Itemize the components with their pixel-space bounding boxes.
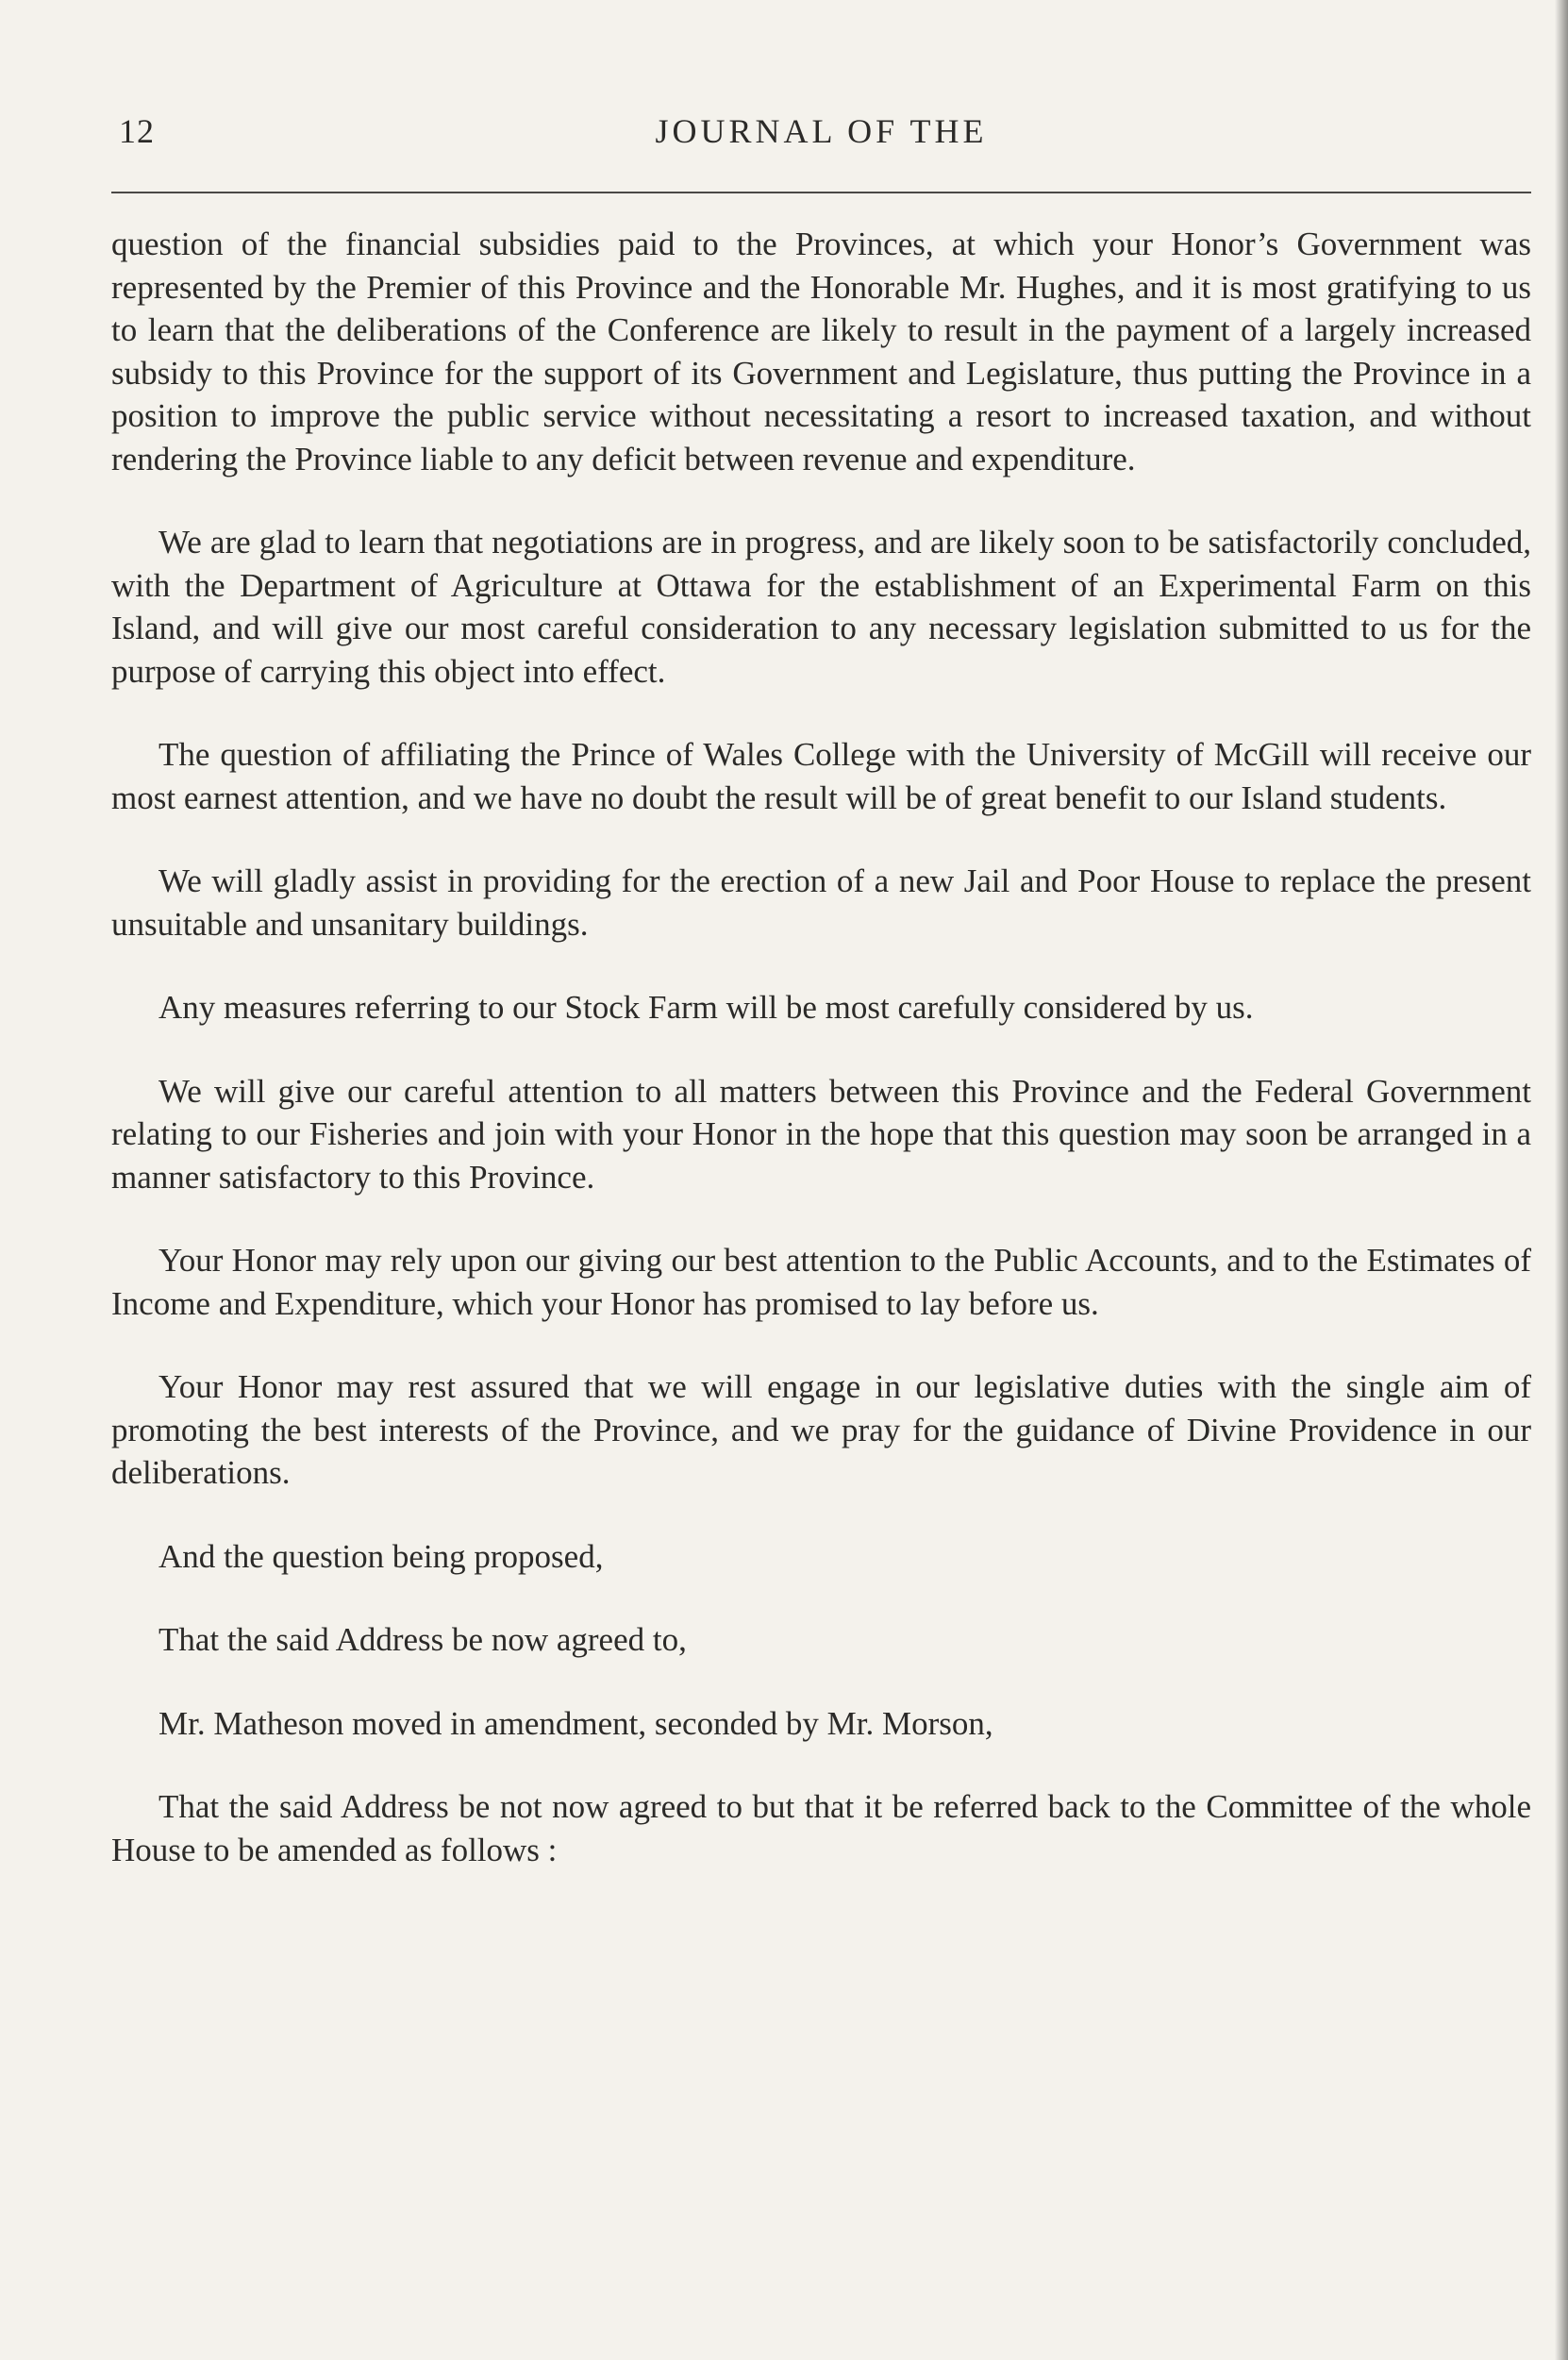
paragraph-question-proposed: And the question being proposed, xyxy=(158,1537,604,1575)
paragraph-amendment-moved: Mr. Matheson moved in amendment, seconded by Mr. Morson, xyxy=(158,1704,993,1742)
paragraph-public-accounts: Your Honor may rely upon our giving our best attention to the Public Accounts, and to the Estimates of Income and Expenditure, which your Honor has promised to lay before us. xyxy=(111,1242,1531,1322)
paragraph-experimental-farm: We are glad to learn that negotiations are in progress, and are likely soon to be satisfactorily concluded, with the Department of Agriculture at Ottawa for the establishment of an Experimental Farm on this Island, and will give our most careful consideration to any necessary legislation submitted to us for the purpose of carrying this object into effect. xyxy=(111,524,1531,690)
paragraph-stock-farm: Any measures referring to our Stock Farm will be most carefully considered by us. xyxy=(158,989,1254,1026)
page-number: 12 xyxy=(119,112,155,150)
paragraph-continued: question of the financial subsidies paid to the Provinces, at which your Honor’s Government was represented by the Premier of this Province and the Honorable Mr. Hughes, and it is most gratifying to us to learn that the deliberations of the Conference are likely to result in the payment of a largely increased subsidy to this Province for the support of its Government and Legislature, thus putting the Province in a position to improve the public service without necessitating a resort to increased taxation, and without rendering the Province liable to any deficit between revenue and expenditure. xyxy=(111,226,1531,477)
body-text xyxy=(111,223,1531,1871)
paragraph-referred-back: That the said Address be not now agreed to but that it be referred back to the Committee of the whole House to be amended as follows : xyxy=(111,1788,1531,1868)
page-edge-shadow xyxy=(1555,0,1568,2360)
header-rule xyxy=(111,192,1531,193)
paragraph-legislative-duties: Your Honor may rest assured that we will engage in our legislative duties with the single aim of promoting the best interests of the Province, and we pray for the guidance of Divine Providence in our deliberations. xyxy=(111,1368,1531,1491)
running-head: JOURNAL OF THE xyxy=(655,112,988,150)
paragraph-college-affiliation: The question of affiliating the Prince of Wales College with the University of McGill will receive our most earnest attention, and we have no doubt the result will be of great benefit to our Island students. xyxy=(111,736,1531,816)
paragraph-address-agreed: That the said Address be now agreed to, xyxy=(158,1621,687,1658)
page-header xyxy=(111,111,1531,159)
paragraph-fisheries: We will give our careful attention to all matters between this Province and the Federal Government relating to our Fisheries and join with your Honor in the hope that this question may soon be arranged in a manner satisfactory to this Province. xyxy=(111,1072,1531,1196)
paragraph-jail-poor-house: We will gladly assist in providing for the erection of a new Jail and Poor House to replace the present unsuitable and unsanitary buildings. xyxy=(111,862,1531,943)
